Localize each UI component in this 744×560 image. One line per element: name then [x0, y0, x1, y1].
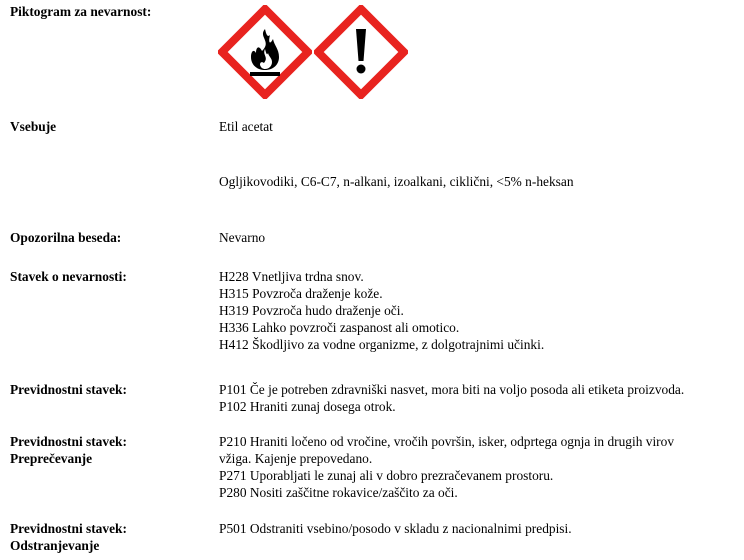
hazard-statement-line: H319 Povzroča hudo draženje oči. [219, 303, 404, 318]
vsebuje-item-2: Ogljikovodiki, C6-C7, n-alkani, izoalkani, ciklični, <5% n-heksan [219, 174, 574, 189]
precautionary-label: Previdnostni stavek: [10, 382, 127, 397]
disposal-statements [219, 520, 572, 537]
precautionary-line: P102 Hraniti zunaj dosega otrok. [219, 399, 396, 414]
signal-word-label: Opozorilna beseda: [10, 230, 122, 245]
precautionary-line: P101 Če je potreben zdravniški nasvet, mora biti na voljo posoda ali etiketa proizvoda. [219, 382, 685, 397]
prevention-line: P271 Uporabljati le zunaj ali v dobro prezračevanem prostoru. [219, 468, 554, 483]
precautionary-statements [219, 381, 684, 415]
pictogram-label: Piktogram za nevarnost: [10, 4, 152, 19]
disposal-label: Previdnostni stavek: Odstranjevanje [10, 521, 127, 553]
disposal-line: P501 Odstraniti vsebino/posodo v skladu z nacionalnimi predpisi. [219, 521, 572, 536]
hazard-statements [219, 268, 544, 353]
flame-icon [218, 5, 312, 99]
hazard-statement-label: Stavek o nevarnosti: [10, 269, 127, 284]
signal-word-value: Nevarno [219, 230, 266, 245]
prevention-line: P280 Nositi zaščitne rokavice/zaščito za oči. [219, 485, 458, 500]
hazard-statement-line: H336 Lahko povzroči zaspanost ali omotico. [219, 320, 460, 335]
hazard-statement-line: H228 Vnetljiva trdna snov. [219, 269, 364, 284]
prevention-line: P210 Hraniti ločeno od vročine, vročih površin, isker, odprtega ognja in drugih virov [219, 434, 675, 449]
prevention-statements [219, 433, 674, 501]
prevention-line: vžiga. Kajenje prepovedano. [219, 451, 373, 466]
exclamation-mark-icon [314, 5, 408, 99]
hazard-statement-line: H412 Škodljivo za vodne organizme, z dolgotrajnimi učinki. [219, 337, 545, 352]
hazard-statement-line: H315 Povzroča draženje kože. [219, 286, 383, 301]
vsebuje-label: Vsebuje [10, 119, 57, 134]
vsebuje-item-1: Etil acetat [219, 119, 273, 134]
prevention-label: Previdnostni stavek: Preprečevanje [10, 434, 127, 466]
